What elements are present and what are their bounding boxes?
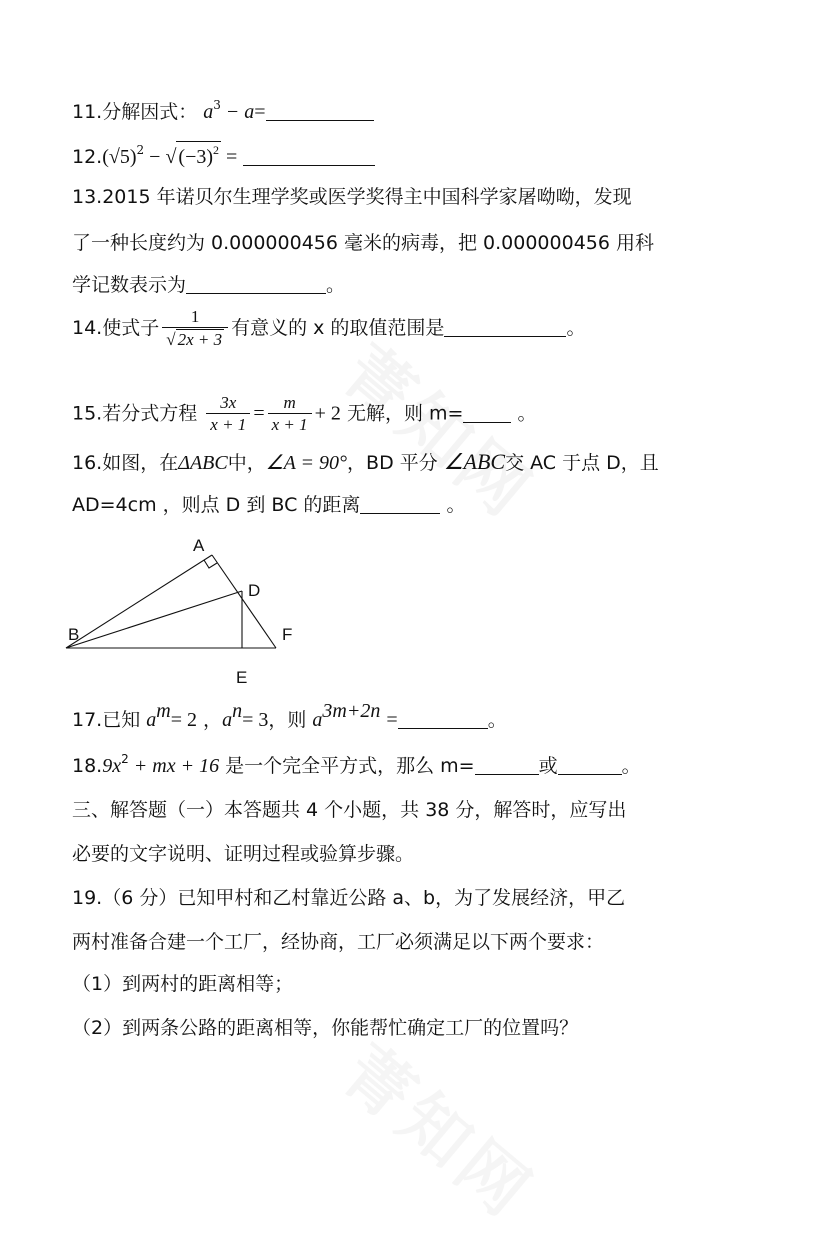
answer-blank[interactable]: [266, 100, 374, 121]
q17-result-exp: 3m+2n: [322, 700, 381, 722]
segment-BA: [66, 555, 212, 648]
q14-frac-den-body: 2x + 3: [177, 330, 223, 349]
watermark: [325, 1020, 557, 1237]
q11-expr-minus: −: [226, 101, 239, 123]
q17-am: a: [146, 709, 157, 731]
question-17: 17.已知 $a^m= 2$ ，$a^n= 3$，则 $a^{3m+2n}$ = 。: [72, 700, 507, 731]
q16-line2: AD=4cm ，则点 D 到 BC 的距离: [72, 494, 361, 516]
q11-text: 分解因式：: [102, 101, 198, 123]
q12-minus: −: [144, 146, 166, 168]
segment-BD: [66, 591, 242, 648]
q14-fraction: [162, 307, 228, 350]
q17-an-exp: n: [232, 700, 243, 722]
question-19-line-4: （2）到两条公路的距离相等，你能帮忙确定工厂的位置吗？: [72, 1017, 579, 1039]
q12-sq: 2: [136, 143, 145, 157]
q11-expr-a: a: [203, 101, 214, 123]
q15-eq: =: [253, 402, 265, 425]
q12-open: (√5): [102, 146, 137, 168]
q17-result: a: [312, 709, 323, 731]
q13-line3-text: 学记数表示为: [72, 274, 187, 296]
q15-text: 若分式方程: [102, 402, 198, 425]
question-16-line-2: [72, 490, 465, 520]
q17-end: 。: [487, 709, 507, 731]
q17-an: a: [222, 709, 233, 731]
q12-number: 12.: [72, 146, 103, 168]
section-heading-line-2: 必要的文字说明、证明过程或验算步骤。: [72, 843, 415, 865]
q14-after: 有意义的 x 的取值范围是: [231, 317, 445, 339]
section-heading-line-1: 三、解答题（一）本答题共 4 个小题，共 38 分，解答时，应写出: [72, 799, 627, 821]
q15-f1-den: x + 1: [206, 413, 250, 435]
question-14: [72, 307, 585, 350]
label-E: E: [236, 668, 248, 687]
answer-blank[interactable]: [558, 754, 622, 775]
label-D: D: [248, 581, 261, 600]
question-11: [72, 97, 374, 127]
q12-sqrt-sign: √: [165, 146, 177, 168]
q18-expr: 9x: [102, 755, 122, 777]
q15-fraction-1: [206, 393, 250, 435]
q18-number: 18.: [72, 755, 103, 777]
question-19-line-1: 19.（6 分）已知甲村和乙村靠近公路 a、b，为了发展经济，甲乙: [72, 887, 626, 909]
question-19-line-2: 两村准备合建一个工厂，经协商，工厂必须满足以下两个要求：: [72, 931, 605, 953]
q14-frac-num: 1: [190, 307, 200, 326]
answer-blank[interactable]: [444, 316, 566, 337]
q17-am-exp: m: [156, 700, 171, 722]
q12-sqrt-body: [176, 141, 221, 172]
q17-text: 已知: [102, 709, 141, 731]
q15-end: 。: [517, 402, 537, 425]
answer-blank[interactable]: [475, 754, 539, 775]
answer-blank[interactable]: [243, 145, 375, 166]
question-19-line-3: （1）到两村的距离相等；: [72, 973, 294, 995]
q11-expr-exp: 3: [213, 98, 221, 112]
q15-fraction-2: [268, 393, 312, 435]
question-13-line-1: 13.2015 年诺贝尔生理学奖或医学奖得主中国科学家屠呦呦，发现: [72, 186, 632, 208]
answer-blank[interactable]: [398, 708, 488, 729]
q16-line1-b: 中，: [227, 452, 266, 474]
q15-after: 无解，则 m=: [346, 402, 464, 425]
q16-triangle: ΔABC: [178, 452, 228, 474]
label-B: B: [68, 625, 80, 644]
question-12: [72, 141, 375, 172]
q17-then: ，则: [268, 709, 307, 731]
q18-end: 。: [621, 755, 641, 777]
q15-plus: + 2: [314, 402, 341, 425]
q18-or: 或: [538, 755, 558, 777]
q12-eq: =: [221, 146, 238, 168]
q14-text: 使式子: [102, 317, 160, 339]
q16-line1-d: 交 AC 于点 D，且: [505, 452, 659, 474]
q15-number: 15.: [72, 402, 103, 425]
geometry-figure: [0, 520, 830, 700]
answer-blank[interactable]: [463, 402, 511, 423]
q11-number: 11.: [72, 101, 103, 123]
q17-am-val: = 2: [170, 709, 198, 731]
q11-expr-a2: a: [244, 101, 255, 123]
q16-line1-a: 16.如图，在: [72, 452, 179, 474]
right-angle-mark: [204, 560, 217, 568]
q18-expr-sq: 2: [121, 752, 129, 766]
q18-expr-rest: + mx + 16: [128, 755, 220, 777]
q15-f2-den: x + 1: [268, 413, 312, 435]
segment-AF: [212, 555, 276, 648]
q16-line2-end: 。: [446, 494, 466, 516]
q13-line3-end: 。: [326, 274, 346, 296]
q11-expr-eq: =: [254, 101, 266, 123]
q12-inner-sq: 2: [213, 143, 220, 157]
q16-angle: ∠A = 90°: [265, 452, 348, 474]
question-13-line-3: [72, 270, 345, 300]
q16-angle-2: ∠ABC: [443, 449, 506, 474]
answer-blank[interactable]: [186, 273, 326, 294]
q17-eq: =: [386, 709, 398, 731]
q12-inner: (−3): [178, 146, 214, 168]
question-16-line-1: [72, 447, 659, 478]
q14-end: 。: [566, 317, 586, 339]
q15-f1-num: 3x: [220, 393, 237, 412]
label-F: F: [282, 625, 293, 644]
q16-line1-c: ，BD 平分: [347, 452, 438, 474]
q14-number: 14.: [72, 317, 103, 339]
answer-blank[interactable]: [360, 493, 440, 514]
question-18: [72, 751, 641, 781]
question-15: [72, 393, 536, 435]
q17-number: 17.: [72, 709, 103, 731]
q17-an-val: = 3: [242, 709, 269, 731]
label-A: A: [193, 536, 205, 555]
q18-after: 是一个完全平方式，那么 m=: [225, 755, 475, 777]
question-13-line-2: 了一种长度约为 0.000000456 毫米的病毒，把 0.000000456 用科: [72, 232, 655, 254]
q15-f2-num: m: [283, 393, 296, 412]
q14-frac-den: √ 2x + 3: [162, 327, 228, 350]
